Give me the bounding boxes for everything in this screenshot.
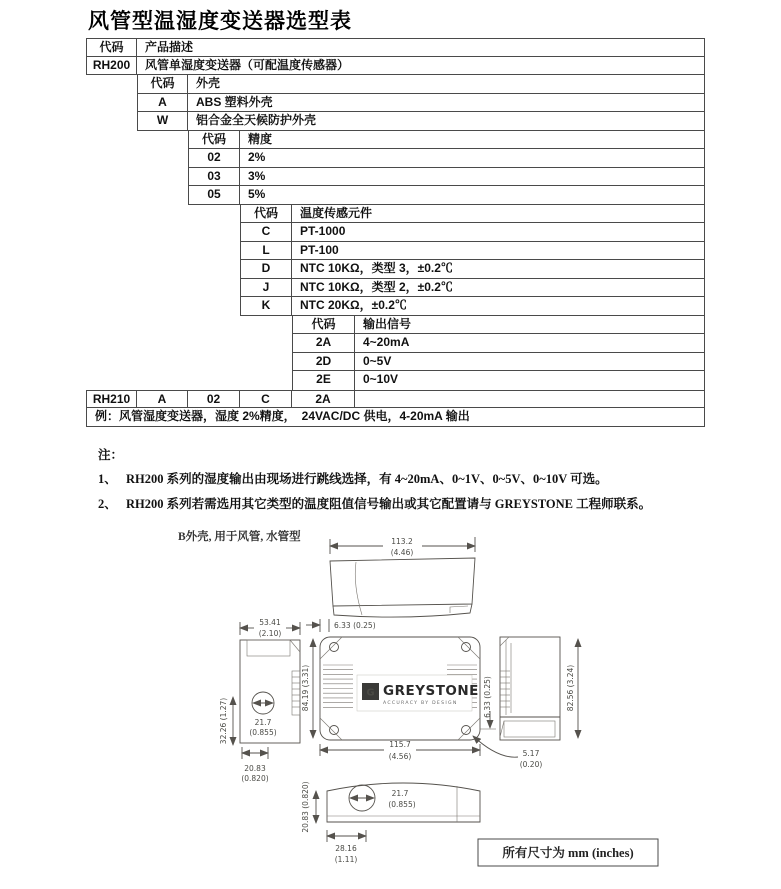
side-view: [240, 640, 300, 743]
code-cell: 代码: [292, 316, 355, 334]
logo-name: GREYSTONE: [383, 683, 479, 699]
dim-text: (1.11): [334, 855, 358, 864]
table-row: [292, 316, 705, 335]
logo-g: G: [366, 687, 375, 699]
dim-text: 5.17: [522, 749, 540, 758]
table-row: [188, 131, 705, 150]
desc-cell: 温度传感元件: [300, 205, 373, 220]
dim-text: 20.83 (0.820): [301, 781, 310, 833]
desc-cell: NTC 10KΩ，类型 3，±0.2℃: [300, 261, 453, 275]
dim-text: 113.2: [391, 537, 413, 546]
desc-cell: 精度: [248, 131, 273, 146]
dim-text: 20.83: [244, 764, 266, 773]
dim-front-width: [320, 740, 480, 761]
dim-bottom-height: [301, 781, 316, 832]
dim-text: 6.33 (0.25): [334, 621, 376, 630]
note-number: 1、: [98, 472, 117, 486]
top-view: [330, 558, 475, 617]
dim-text: 115.7: [389, 740, 411, 749]
example-filler: [355, 391, 704, 408]
dim-text: (4.56): [388, 752, 412, 761]
dim-text: 21.7: [391, 789, 409, 798]
dim-text: 28.16: [335, 844, 357, 853]
table-row: [240, 297, 705, 316]
desc-cell: 外壳: [196, 76, 221, 90]
example-cell: 2A: [292, 391, 355, 408]
note-item: [98, 469, 738, 487]
desc-cell: 0~5V: [363, 353, 392, 368]
dim-text: (0.855): [249, 728, 277, 737]
vent-ribs-left: [323, 665, 353, 707]
dimension-drawing: [150, 525, 710, 885]
page-title: 风管型温湿度变送器选型表: [88, 9, 352, 33]
table-row: [137, 94, 705, 113]
table-row: [240, 279, 705, 298]
dim-text: 21.7: [254, 718, 272, 727]
note-number: 2、: [98, 497, 117, 511]
desc-cell: 风管单湿度变送器（可配温度传感器）: [145, 57, 350, 72]
desc-cell: NTC 10KΩ，类型 2，±0.2℃: [300, 279, 453, 294]
example-cell: RH210: [86, 391, 137, 408]
front-view: [320, 637, 480, 740]
table-row: [137, 75, 705, 94]
dim-hole-leader: [473, 736, 542, 769]
code-cell: A: [137, 94, 188, 112]
table-row: [292, 334, 705, 353]
table-row: [292, 371, 705, 390]
example-note-row: [86, 408, 705, 427]
right-view: [500, 637, 560, 740]
code-cell: 代码: [240, 205, 292, 223]
dim-side-width: [240, 618, 300, 638]
note-item: [98, 494, 738, 512]
desc-cell: NTC 20KΩ，±0.2℃: [300, 298, 407, 312]
dim-text: (0.855): [388, 800, 416, 809]
table-row: [292, 353, 705, 372]
desc-cell: 5%: [248, 187, 266, 201]
notes-section: [98, 445, 738, 519]
selection-table: [86, 38, 705, 427]
note-text: RH200 系列的湿度输出由现场进行跳线选择，有 4~20mA、0~1V、0~5V、0~10V 可选。: [126, 472, 608, 486]
desc-cell: PT-1000: [300, 224, 346, 238]
dim-bottom-width: [327, 830, 366, 864]
bottom-view: [327, 783, 480, 822]
code-cell: 02: [188, 149, 240, 167]
dim-text: 6.33 (0.25): [483, 676, 492, 718]
code-cell: L: [240, 242, 292, 260]
example-cell: C: [240, 391, 292, 408]
table-row: [188, 168, 705, 187]
dim-side-flange: [241, 747, 268, 783]
code-cell: 05: [188, 186, 240, 204]
table-row: [240, 223, 705, 242]
dim-text: (0.820): [241, 774, 269, 783]
code-cell: 代码: [86, 39, 137, 56]
example-row: [86, 390, 705, 409]
desc-cell: ABS 塑料外壳: [196, 94, 273, 109]
units-note-box: [478, 839, 658, 866]
table-row: [240, 260, 705, 279]
dim-text: 82.56 (3.24): [566, 664, 575, 712]
code-cell: 2E: [292, 371, 355, 390]
desc-cell: 铝合金全天候防护外壳: [196, 113, 317, 127]
example-cell: A: [137, 391, 188, 408]
desc-cell: 0~10V: [363, 372, 399, 386]
table-row: [188, 149, 705, 168]
units-note-text: 所有尺寸为 mm (inches): [502, 846, 634, 860]
dim-side-height: [219, 697, 233, 745]
dim-text: (2.10): [258, 629, 282, 638]
code-cell: J: [240, 279, 292, 297]
dim-offset-top: [306, 619, 376, 632]
notes-heading: 注：: [98, 448, 124, 462]
dim-text: 32.26 (1.27): [219, 697, 228, 745]
drawing-title-label: B外壳, 用于风管, 水管型: [178, 531, 301, 543]
note-text: RH200 系列若需选用其它类型的温度阻值信号输出或其它配置请与 GREYSTONE 工程师联系。: [126, 497, 652, 511]
table-row: [240, 205, 705, 224]
code-cell: 代码: [188, 131, 240, 149]
code-cell: 03: [188, 168, 240, 186]
code-cell: 2A: [292, 334, 355, 352]
desc-cell: 4~20mA: [363, 335, 410, 349]
table-row: [137, 112, 705, 131]
dim-right-height: [566, 639, 578, 738]
desc-cell: 3%: [248, 168, 266, 183]
dim-offset-bottom: [480, 676, 496, 729]
dim-text: (0.20): [519, 760, 543, 769]
table-row: [86, 38, 705, 57]
logo-tagline: ACCURACY BY DESIGN: [383, 701, 458, 706]
code-cell: RH200: [86, 57, 137, 75]
example-note-cell: 例：风管湿度变送器，湿度 2%精度， 24VAC/DC 供电，4-20mA 输出: [86, 408, 704, 426]
table-row: [86, 57, 705, 76]
code-cell: 代码: [137, 75, 188, 93]
greystone-logo: [357, 675, 479, 711]
dim-text: 53.41: [259, 618, 281, 627]
dim-text: (4.46): [390, 548, 414, 557]
code-cell: W: [137, 112, 188, 130]
code-cell: K: [240, 297, 292, 315]
code-cell: D: [240, 260, 292, 278]
table-row: [240, 242, 705, 261]
dim-top-width: [330, 537, 475, 557]
desc-cell: 2%: [248, 150, 266, 164]
code-cell: C: [240, 223, 292, 241]
example-cell: 02: [188, 391, 240, 408]
enclosure-drawing-svg: [150, 525, 710, 885]
dim-text: 84.19 (3.31): [301, 664, 310, 712]
desc-cell: PT-100: [300, 242, 339, 257]
desc-cell: 产品描述: [145, 40, 194, 54]
dim-front-height: [301, 639, 313, 738]
table-row: [188, 186, 705, 205]
code-cell: 2D: [292, 353, 355, 371]
desc-cell: 输出信号: [363, 316, 412, 331]
